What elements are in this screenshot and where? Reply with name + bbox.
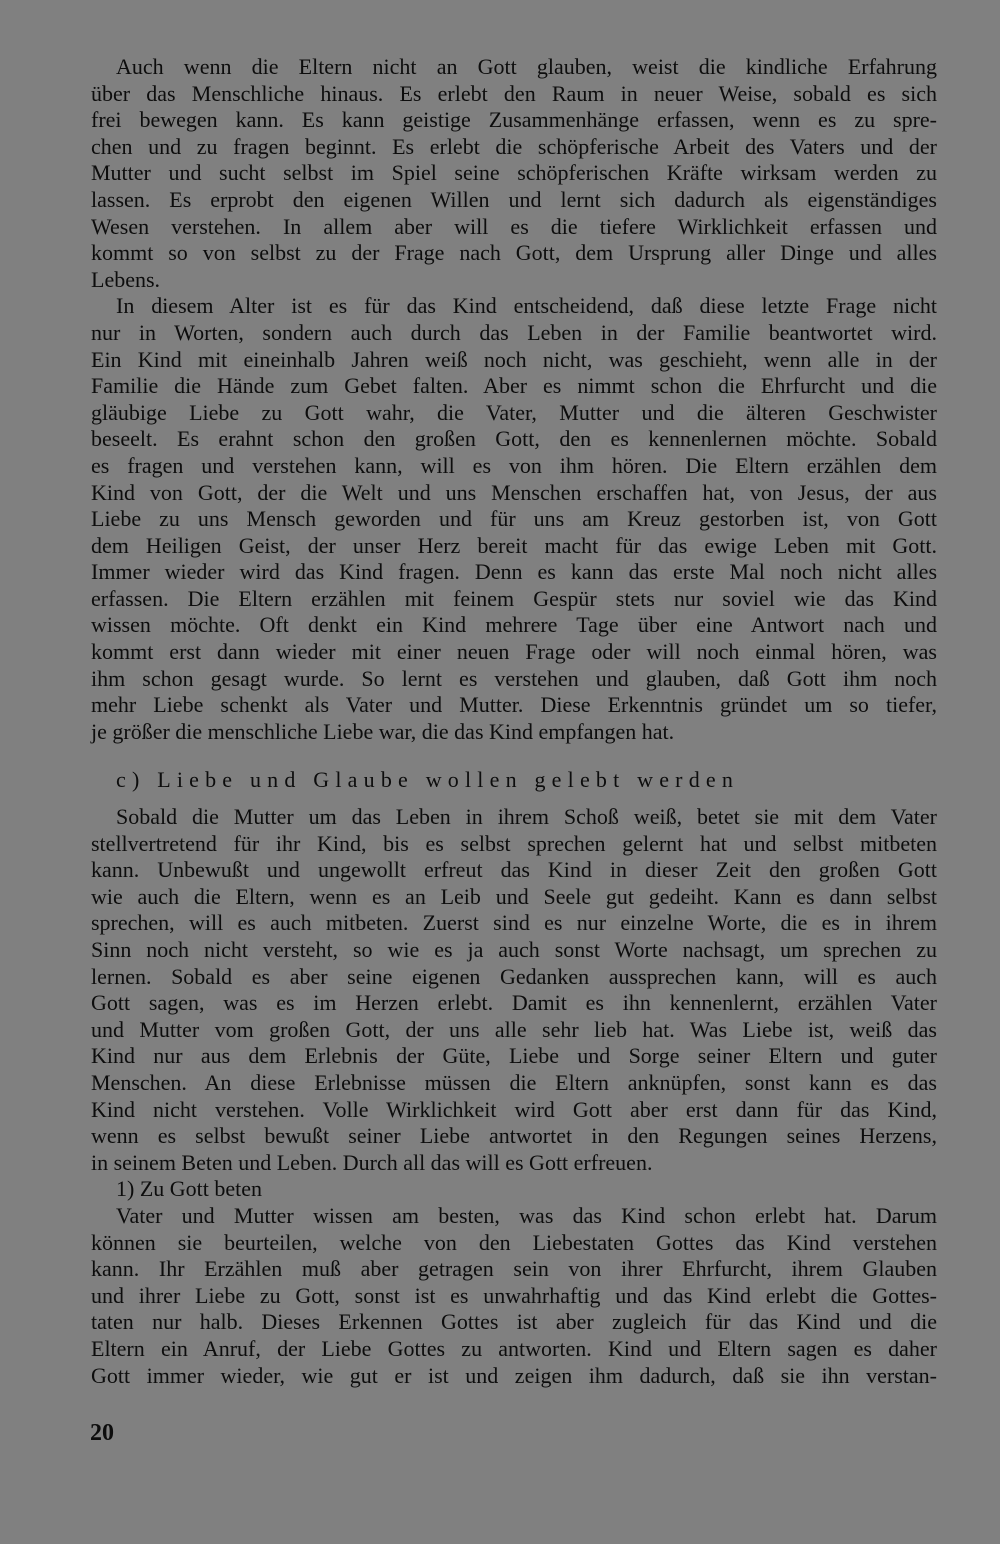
text-line: Eltern ein Anruf, der Liebe Gottes zu antworten. Kind und Eltern sagen es daher <box>91 1335 937 1361</box>
text-line: erfassen. Die Eltern erzählen mit feinem Gespür stets nur soviel wie das Kind <box>91 585 937 611</box>
text-line: gläubige Liebe zu Gott wahr, die Vater, Mutter und die älteren Geschwister <box>91 399 937 425</box>
text-line: Sobald die Mutter um das Leben in ihrem Schoß weiß, betet sie mit dem Vater <box>116 804 937 830</box>
text-line: lernen. Sobald es aber seine eigenen Gedanken aussprechen kann, will es auch <box>91 963 937 989</box>
text-line: es fragen und verstehen kann, will es von ihm hören. Die Eltern erzählen dem <box>91 452 937 478</box>
paragraph-2 <box>91 293 937 745</box>
text-line: Vater und Mutter wissen am besten, was das Kind schon erlebt hat. Darum <box>116 1202 937 1228</box>
page-body <box>91 54 937 1389</box>
text-line: und ihrer Liebe zu Gott, sonst ist es unwahrhaftig und das Kind erlebt die Gottes- <box>91 1282 937 1308</box>
paragraph-1 <box>91 54 937 293</box>
text-line: frei bewegen kann. Es kann geistige Zusammenhänge erfassen, wenn es zu spre- <box>91 107 937 133</box>
text-line: Auch wenn die Eltern nicht an Gott glauben, weist die kindliche Erfahrung <box>116 54 937 79</box>
section-paragraph <box>91 804 937 1176</box>
subsection-heading: 1) Zu Gott beten <box>116 1176 263 1202</box>
text-line: kommt so von selbst zu der Frage nach Gott, dem Ursprung aller Dinge und alles <box>91 240 937 266</box>
text-line: Liebe zu uns Mensch geworden und für uns am Kreuz gestorben ist, von Gott <box>91 506 937 532</box>
text-line: Gott sagen, was es im Herzen erlebt. Damit es ihn kennenlernt, erzählen Vater <box>91 990 937 1016</box>
text-line: Ein Kind mit eineinhalb Jahren weiß noch nicht, was geschieht, wenn alle in der <box>91 346 937 372</box>
text-line: In diesem Alter ist es für das Kind entscheidend, daß diese letzte Frage nicht <box>116 293 937 319</box>
text-line: lassen. Es erprobt den eigenen Willen und lernt sich dadurch als eigenständiges <box>91 186 937 212</box>
text-line: Immer wieder wird das Kind fragen. Denn es kann das erste Mal noch nicht alles <box>91 559 937 585</box>
text-line: kann. Ihr Erzählen muß aber getragen sein von ihrer Ehrfurcht, ihrem Glauben <box>91 1256 937 1282</box>
text-line: über das Menschliche hinaus. Es erlebt den Raum in neuer Weise, sobald es sich <box>91 80 937 106</box>
text-line: sprechen, will es auch mitbeten. Zuerst sind es nur einzelne Worte, die es in ihrem <box>91 910 937 936</box>
page-number: 20 <box>90 1420 114 1446</box>
text-line: taten nur halb. Dieses Erkennen Gottes ist aber zugleich für das Kind und die <box>91 1309 937 1335</box>
text-line: Kind nur aus dem Erlebnis der Güte, Liebe und Sorge seiner Eltern und guter <box>91 1043 937 1069</box>
text-line: wenn es selbst bewußt seiner Liebe antwortet in den Regungen seines Herzens, <box>91 1123 937 1149</box>
text-line: chen und zu fragen beginnt. Es erlebt die schöpferische Arbeit des Vaters und der <box>91 133 937 159</box>
text-line: Mutter und sucht selbst im Spiel seine schöpferischen Kräfte wirksam werden zu <box>91 160 937 186</box>
text-line: kann. Unbewußt und ungewollt erfreut das Kind in dieser Zeit den großen Gott <box>91 857 937 883</box>
text-line: können sie beurteilen, welche von den Liebestaten Gottes das Kind verstehen <box>91 1229 937 1255</box>
text-line: Wesen verstehen. In allem aber will es die tiefere Wirklichkeit erfassen und <box>91 213 937 239</box>
section-heading: c) Liebe und Glaube wollen gelebt werden <box>116 767 740 793</box>
text-line: stellvertretend für ihr Kind, bis es selbst sprechen gelernt hat und selbst mitbeten <box>91 830 937 856</box>
text-line: nur in Worten, sondern auch durch das Leben in der Familie beantwortet wird. <box>91 319 937 345</box>
text-line: Kind nicht verstehen. Volle Wirklichkeit wird Gott aber erst dann für das Kind, <box>91 1096 937 1122</box>
text-line: Gott immer wieder, wie gut er ist und zeigen ihm dadurch, daß sie ihn verstan- <box>91 1362 937 1388</box>
text-line: Menschen. An diese Erlebnisse müssen die Eltern anknüpfen, sonst kann es das <box>91 1069 937 1095</box>
text-line: beseelt. Es erahnt schon den großen Gott, den es kennenlernen möchte. Sobald <box>91 426 937 452</box>
text-line: in seinem Beten und Leben. Durch all das will es Gott erfreuen. <box>91 1149 653 1175</box>
text-line: Familie die Hände zum Gebet falten. Aber es nimmt schon die Ehrfurcht und die <box>91 373 937 399</box>
text-line: dem Heiligen Geist, der unser Herz bereit macht für das ewige Leben mit Gott. <box>91 532 937 558</box>
text-line: wissen möchte. Oft denkt ein Kind mehrere Tage über eine Antwort nach und <box>91 612 937 638</box>
text-line: und Mutter vom großen Gott, der uns alle sehr lieb hat. Was Liebe ist, weiß das <box>91 1016 937 1042</box>
text-line: je größer die menschliche Liebe war, die das Kind empfangen hat. <box>91 718 675 744</box>
text-line: Sinn noch nicht versteht, so wie es ja auch sonst Worte nachsagt, um sprechen zu <box>91 937 937 962</box>
text-line: Lebens. <box>91 266 161 292</box>
text-line: Kind von Gott, der die Welt und uns Menschen erschaffen hat, von Jesus, der aus <box>91 479 937 505</box>
text-line: wie auch die Eltern, wenn es an Leib und Seele gut gedeiht. Kann es dann selbst <box>91 883 937 909</box>
subsection-paragraph <box>91 1203 937 1389</box>
text-line: ihm schon gesagt wurde. So lernt es verstehen und glauben, daß Gott ihm noch <box>91 665 937 691</box>
text-line: mehr Liebe schenkt als Vater und Mutter. Diese Erkenntnis gründet um so tiefer, <box>91 692 937 718</box>
text-line: kommt erst dann wieder mit einer neuen Frage oder will noch einmal hören, was <box>91 639 937 665</box>
